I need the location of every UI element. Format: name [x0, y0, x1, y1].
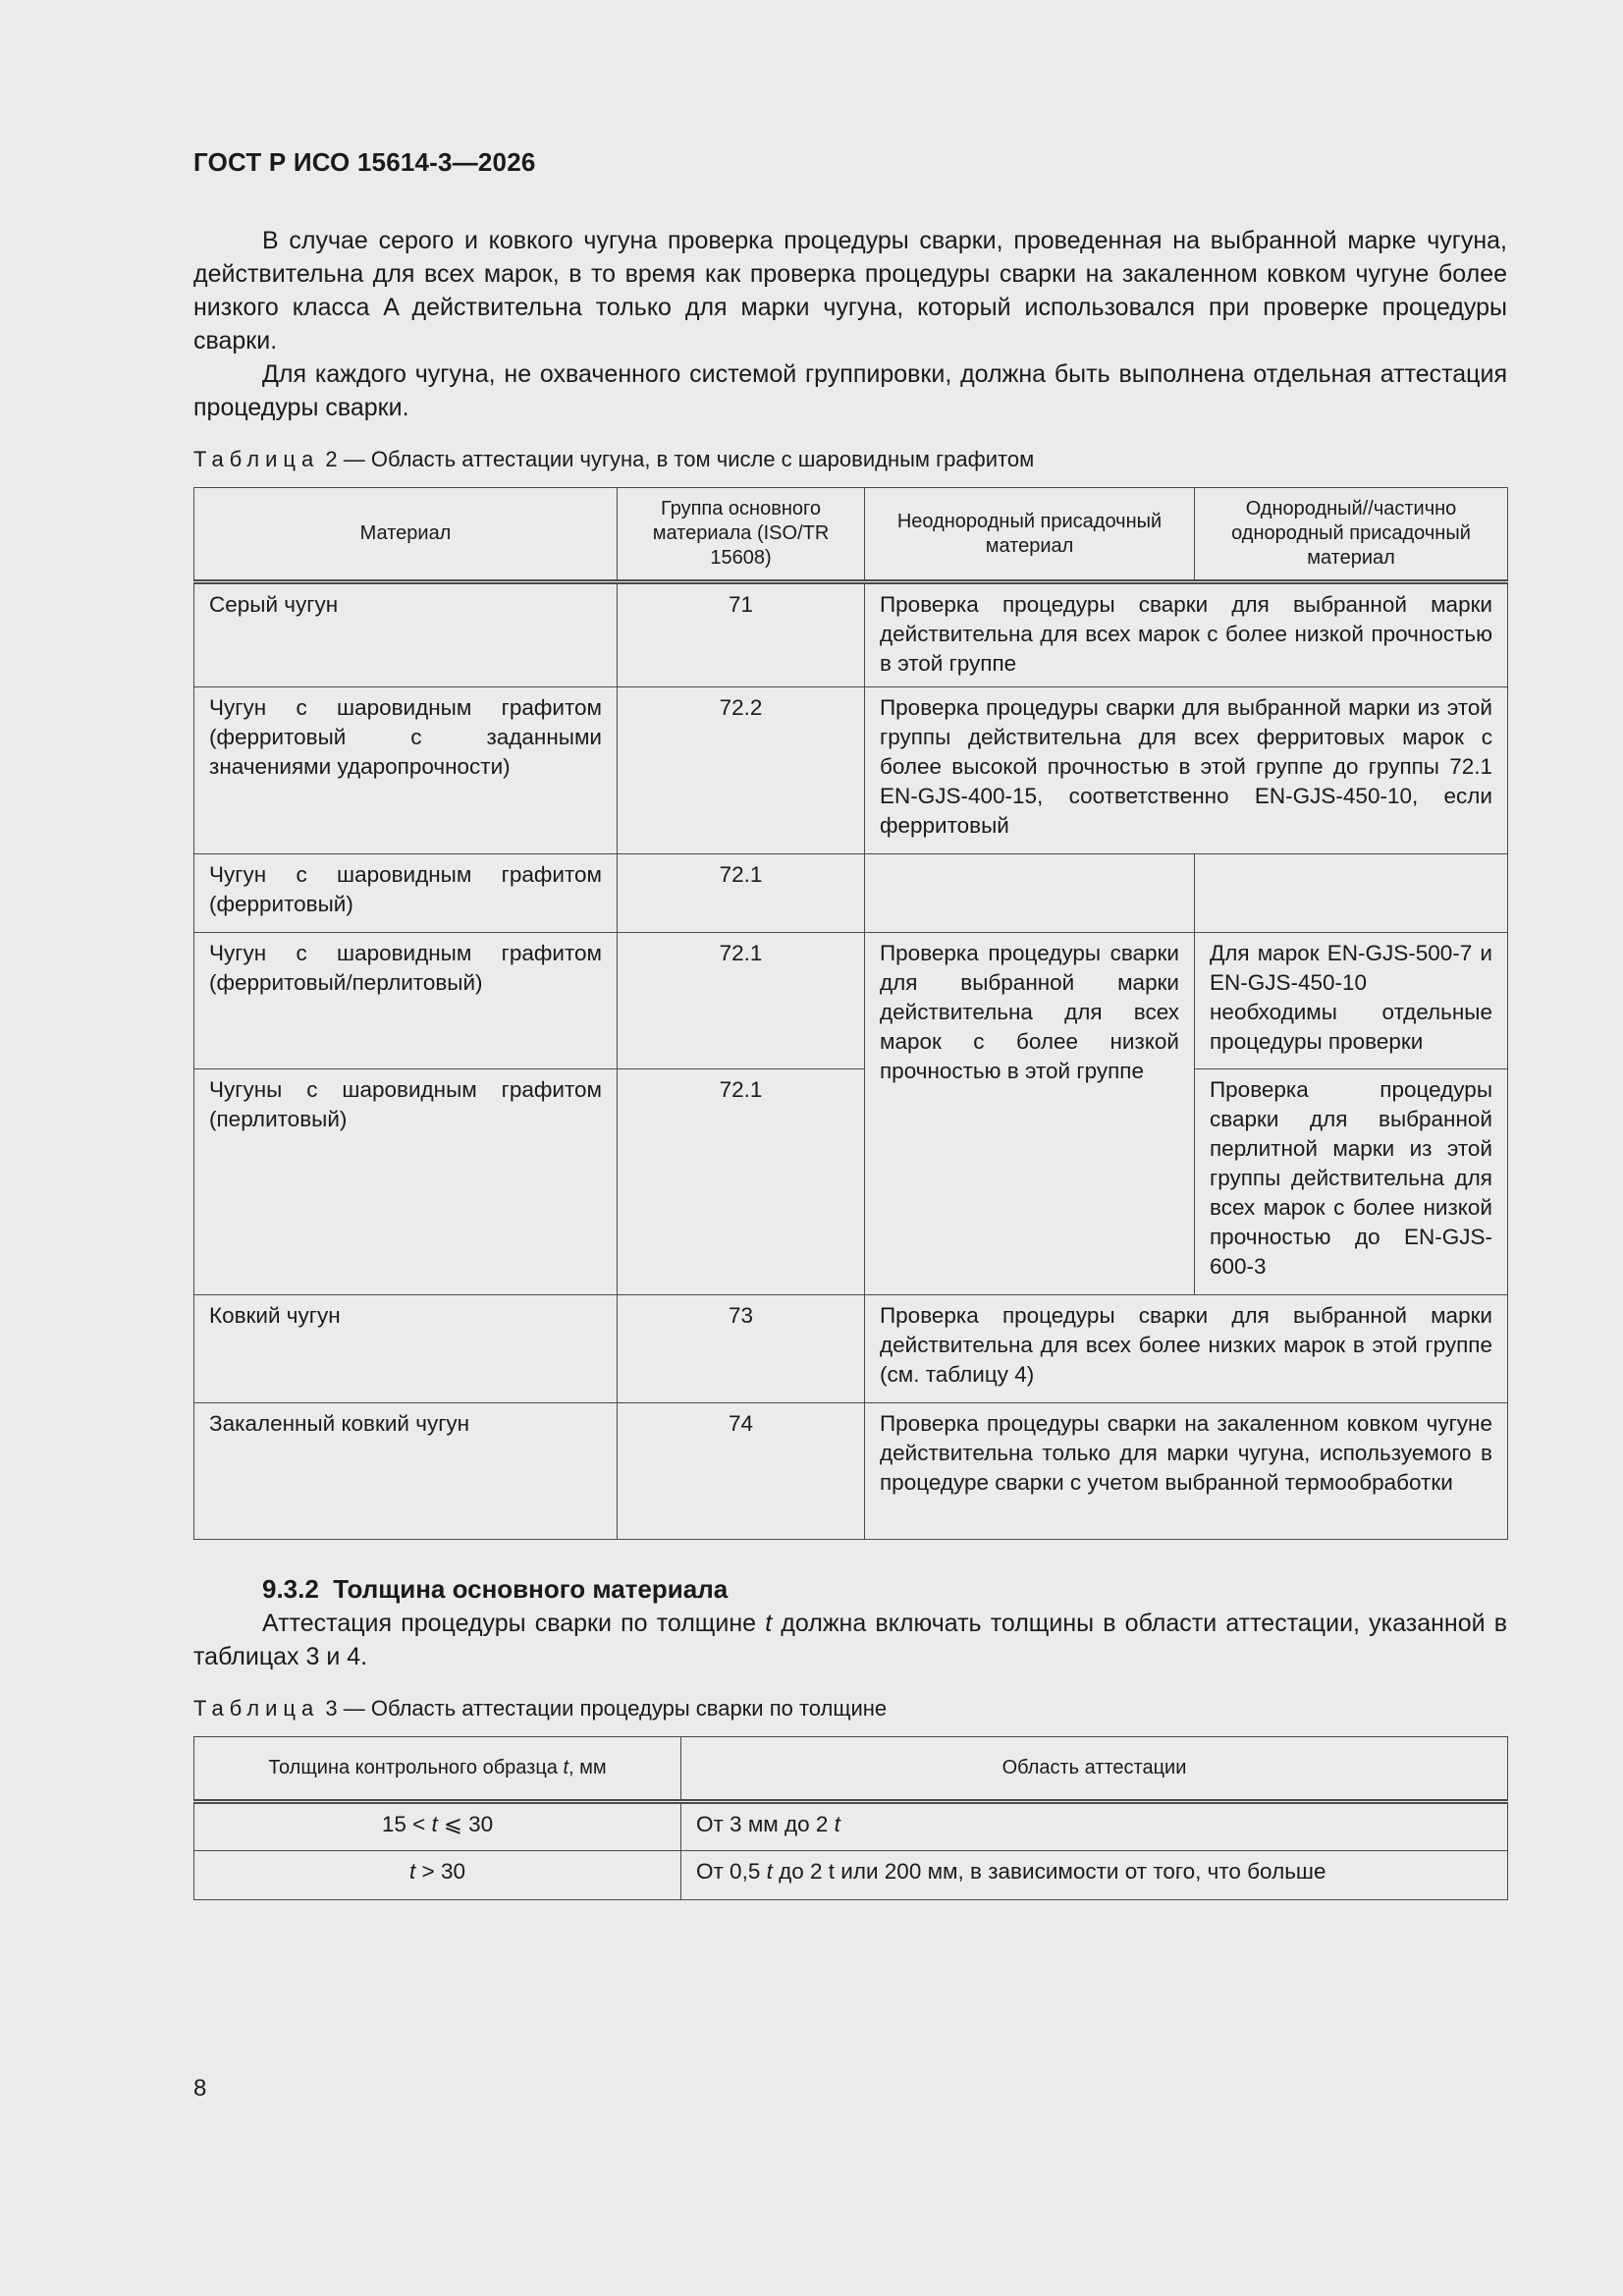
table2-cell-group: 74 — [618, 1403, 865, 1540]
table3-cell-thickness-var: t — [409, 1859, 416, 1884]
table-row — [194, 687, 1508, 854]
table-row — [194, 933, 1508, 1069]
table2-cell-group: 72.1 — [618, 933, 865, 1069]
intro-paragraph-2-text: Для каждого чугуна, не охваченного системой группировки, должна быть выполнена отдельная аттестация процедуры сварки. — [193, 360, 1507, 421]
intro-paragraph-2 — [193, 357, 1507, 424]
table3-header-range: Область аттестации — [681, 1737, 1508, 1802]
section-heading — [262, 1574, 728, 1605]
table3-cell-range-var: t — [834, 1812, 840, 1836]
table-row — [194, 1403, 1508, 1540]
table2-cell-group: 72.1 — [618, 1069, 865, 1295]
table2-cell-merged: Проверка процедуры сварки на закаленном ковком чугуне действительна только для марки чугуна, используемого в процедуре сварки с учетом выбранной термообработки — [865, 1403, 1508, 1540]
table2-cell-merged: Проверка процедуры сварки для выбранной марки из этой группы действительна для всех ферритовых марок с более высокой прочностью в этой группе до группы 72.1 EN-GJS-400-15, соответственно EN-GJS-450-10, если ферритовый — [865, 687, 1508, 854]
table2-cell-material: Чугун с шаровидным графитом (ферритовый/перлитовый) — [194, 933, 618, 1069]
table2-cell-material: Серый чугун — [194, 582, 618, 687]
table2-cell-merged: Проверка процедуры сварки для выбранной марки действительна для всех более низких марок в этой группе (см. таблицу 4) — [865, 1295, 1508, 1403]
table2-cell-group: 72.2 — [618, 687, 865, 854]
table2-cell-material: Чугун с шаровидным графитом (ферритовый) — [194, 854, 618, 933]
table3-cell-range-post: до 2 t или 200 мм, в зависимости от того, что больше — [772, 1859, 1326, 1884]
table2-cell-material: Ковкий чугун — [194, 1295, 618, 1403]
table3 — [193, 1736, 1508, 1900]
section-paragraph — [193, 1607, 1507, 1673]
table3-header-thickness — [194, 1737, 681, 1802]
table-row — [194, 1295, 1508, 1403]
table2-cell-group: 72.1 — [618, 854, 865, 933]
table2-caption — [193, 445, 1034, 474]
section-text-var: t — [765, 1610, 773, 1637]
intro-paragraph-1 — [193, 224, 1507, 357]
table3-cell-range-var: t — [766, 1859, 773, 1884]
table-row — [194, 582, 1508, 687]
table2-cell-material: Чугуны с шаровидным графитом (перлитовый) — [194, 1069, 618, 1295]
section-text-after: должна включать толщины в области аттестации, указанной в таблицах 3 и 4. — [193, 1610, 1508, 1670]
table-row — [194, 854, 1508, 933]
table3-cell-range-pre: От 3 мм до 2 — [696, 1812, 835, 1836]
table3-cell-thickness — [194, 1851, 681, 1900]
table2-cell-homo: Для марок EN-GJS-500-7 и EN-GJS-450-10 необходимы отдельные процедуры проверки — [1195, 933, 1508, 1069]
table2-header-hetero: Неоднородный присадочный материал — [865, 488, 1195, 582]
table2-cell-merged: Проверка процедуры сварки для выбранной марки действительна для всех марок с более низкой прочностью в этой группе — [865, 582, 1508, 687]
section-number: 9.3.2 — [262, 1574, 319, 1604]
table2 — [193, 487, 1508, 1540]
table-row — [194, 1802, 1508, 1851]
table-row — [194, 1069, 1508, 1295]
table3-cell-range-pre: От 0,5 — [696, 1859, 767, 1884]
table2-cell-homo: Проверка процедуры сварки для выбранной перлитной марки из этой группы действительна для всех марок с более низкой прочностью до EN-GJS-600-3 — [1195, 1069, 1508, 1295]
table2-cell-material: Закаленный ковкий чугун — [194, 1403, 618, 1540]
table2-caption-word: Таблица — [193, 447, 320, 471]
table3-header-thickness-var: t — [563, 1757, 569, 1778]
table3-cell-thickness — [194, 1802, 681, 1851]
table2-cell-group: 73 — [618, 1295, 865, 1403]
table2-caption-text: 2 — Область аттестации чугуна, в том числе с шаровидным графитом — [319, 447, 1035, 471]
table3-cell-thickness-pre: 15 < — [381, 1812, 432, 1836]
table-row — [194, 1851, 1508, 1900]
table3-cell-thickness-post: > 30 — [415, 1859, 465, 1884]
table3-cell-thickness-post: ⩽ 30 — [437, 1812, 494, 1836]
page-number: 8 — [193, 2075, 207, 2102]
table3-caption — [193, 1694, 887, 1723]
table2-header-homo: Однородный//частично однородный присадочный материал — [1195, 488, 1508, 582]
table3-caption-word: Таблица — [193, 1696, 320, 1721]
intro-paragraph-1-text: В случае серого и ковкого чугуна проверка процедуры сварки, проведенная на выбранной марке чугуна, действительна для всех марок, в то время как проверка процедуры сварки на закаленном ковком чугуне более низкого класса A действительна только для марки чугуна, который использовался при проверке процедуры сварки. — [193, 227, 1507, 355]
table3-cell-thickness-var: t — [431, 1812, 438, 1836]
table2-cell-material: Чугун с шаровидным графитом (ферритовый с заданными значениями ударопрочности) — [194, 687, 618, 854]
table2-cell-hetero: Проверка процедуры сварки для выбранной марки действительна для всех марок с более низкой прочностью в этой группе — [865, 933, 1195, 1295]
table2-header-material: Материал — [194, 488, 618, 582]
table3-header-thickness-text: Толщина контрольного образца — [268, 1757, 564, 1778]
table2-cell-homo — [1195, 854, 1508, 933]
table3-cell-range — [681, 1851, 1508, 1900]
table2-cell-group: 71 — [618, 582, 865, 687]
section-text-before: Аттестация процедуры сварки по толщине — [262, 1610, 766, 1637]
section-title: Толщина основного материала — [333, 1574, 729, 1604]
table2-cell-hetero — [865, 854, 1195, 933]
table3-caption-text: 3 — Область аттестации процедуры сварки по толщине — [319, 1696, 888, 1721]
document-header: ГОСТ Р ИСО 15614-3—2026 — [193, 147, 536, 177]
table3-cell-range — [681, 1802, 1508, 1851]
table2-header-group: Группа основного материала (ISO/TR 15608) — [618, 488, 865, 582]
table3-header-thickness-unit: , мм — [568, 1757, 607, 1778]
